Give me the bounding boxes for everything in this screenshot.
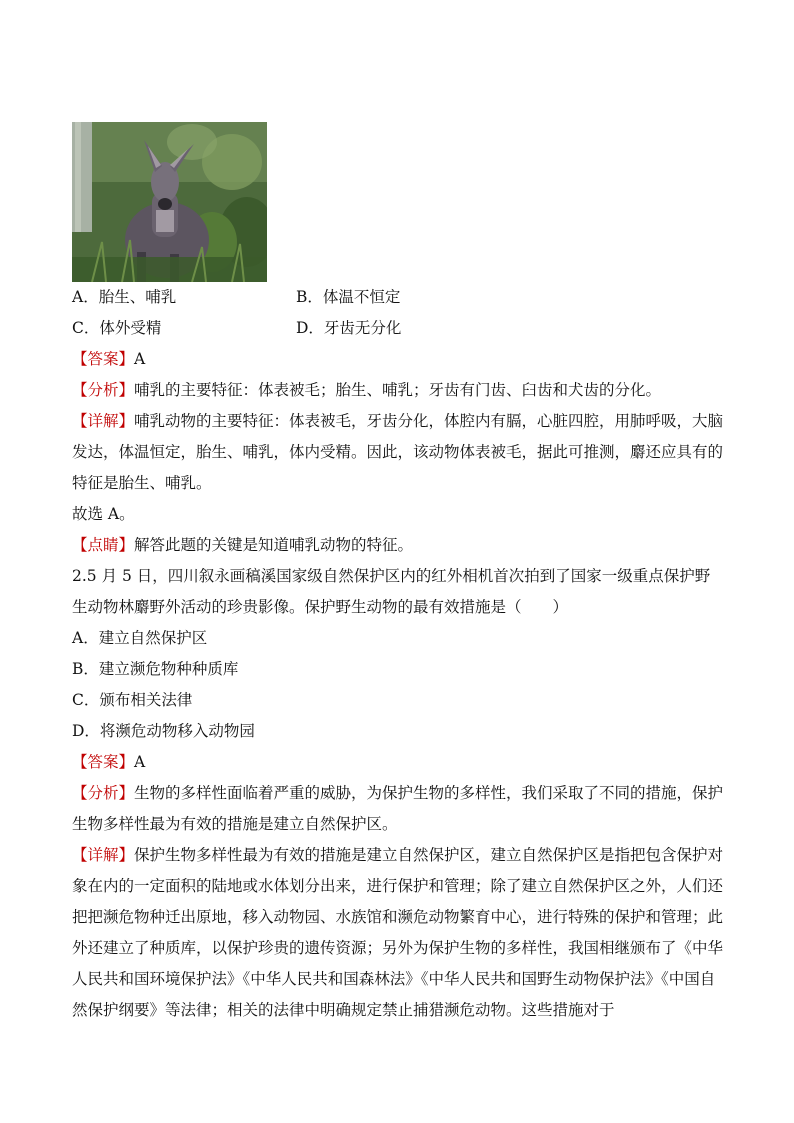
q1-answer [72, 344, 724, 375]
detail-text: 保护生物多样性最为有效的措施是建立自然保护区，建立自然保护区是指把包含保护对象在内的一定面积的陆地或水体划分出来，进行保护和管理；除了建立自然保护区之外，人们还把把濒危物种迁出原地，移入动物园、水族馆和濒危动物繁育中心，进行特殊的保护和管理；此外还建立了种质库，以保护珍贵的遗传资源；另外为保护生物的多样性，我国相继颁布了《中华人民共和国环境保护法》《中华人民共和国森林法》《中华人民共和国野生动物保护法》《中国自然保护纲要》等法律；相关的法律中明确规定禁止捕猎濒危动物。这些措施对于 [72, 846, 724, 1019]
q2-option-b[interactable]: B．建立濒危物种种质库 [72, 660, 239, 678]
q1-options-row1 [72, 282, 724, 313]
q1-analysis [72, 375, 724, 406]
comment-tag: 【点睛】 [72, 536, 135, 554]
analysis-text: 哺乳的主要特征：体表被毛；胎生、哺乳；牙齿有门齿、臼齿和犬齿的分化。 [134, 381, 662, 399]
q1-option-c[interactable]: C．体外受精 [72, 319, 162, 337]
document-page [72, 122, 724, 1026]
detail-tag: 【详解】 [72, 846, 135, 864]
q1-detail [72, 406, 724, 499]
q2-answer [72, 747, 724, 778]
q1-choice: 故选 A。 [72, 505, 135, 523]
analysis-tag: 【分析】 [72, 381, 135, 399]
q2-stem: 2.5 月 5 日，四川叙永画稿溪国家级自然保护区内的红外相机首次拍到了国家一级重点保护野生动物林麝野外活动的珍贵影像。保护野生动物的最有效措施是（ ） [72, 567, 711, 616]
q2-option-d[interactable]: D．将濒危动物移入动物园 [72, 722, 255, 740]
q2-analysis [72, 778, 724, 840]
q2-option-c[interactable]: C．颁布相关法律 [72, 691, 193, 709]
q1-option-b[interactable]: B．体温不恒定 [296, 288, 401, 306]
answer-value: A [134, 350, 146, 368]
q1-comment [72, 530, 724, 561]
analysis-text: 生物的多样性面临着严重的威胁，为保护生物的多样性，我们采取了不同的措施，保护生物多样性最为有效的措施是建立自然保护区。 [72, 784, 724, 833]
answer-tag: 【答案】 [72, 350, 135, 368]
q2-detail [72, 840, 724, 1026]
musk-deer-illustration [72, 122, 267, 282]
q1-option-a[interactable]: A．胎生、哺乳 [72, 288, 177, 306]
q1-option-d[interactable]: D．牙齿无分化 [296, 319, 402, 337]
answer-tag: 【答案】 [72, 753, 135, 771]
detail-text: 哺乳动物的主要特征：体表被毛，牙齿分化，体腔内有膈，心脏四腔，用肺呼吸，大脑发达，体温恒定，胎生、哺乳，体内受精。因此，该动物体表被毛，据此可推测，麝还应具有的特征是胎生、哺乳。 [72, 412, 724, 492]
detail-tag: 【详解】 [72, 412, 135, 430]
answer-value: A [134, 753, 146, 771]
q2-option-a[interactable]: A．建立自然保护区 [72, 629, 208, 647]
analysis-tag: 【分析】 [72, 784, 135, 802]
comment-text: 解答此题的关键是知道哺乳动物的特征。 [134, 536, 414, 554]
musk-deer-photo [72, 122, 267, 282]
q1-options-row2 [72, 313, 724, 344]
